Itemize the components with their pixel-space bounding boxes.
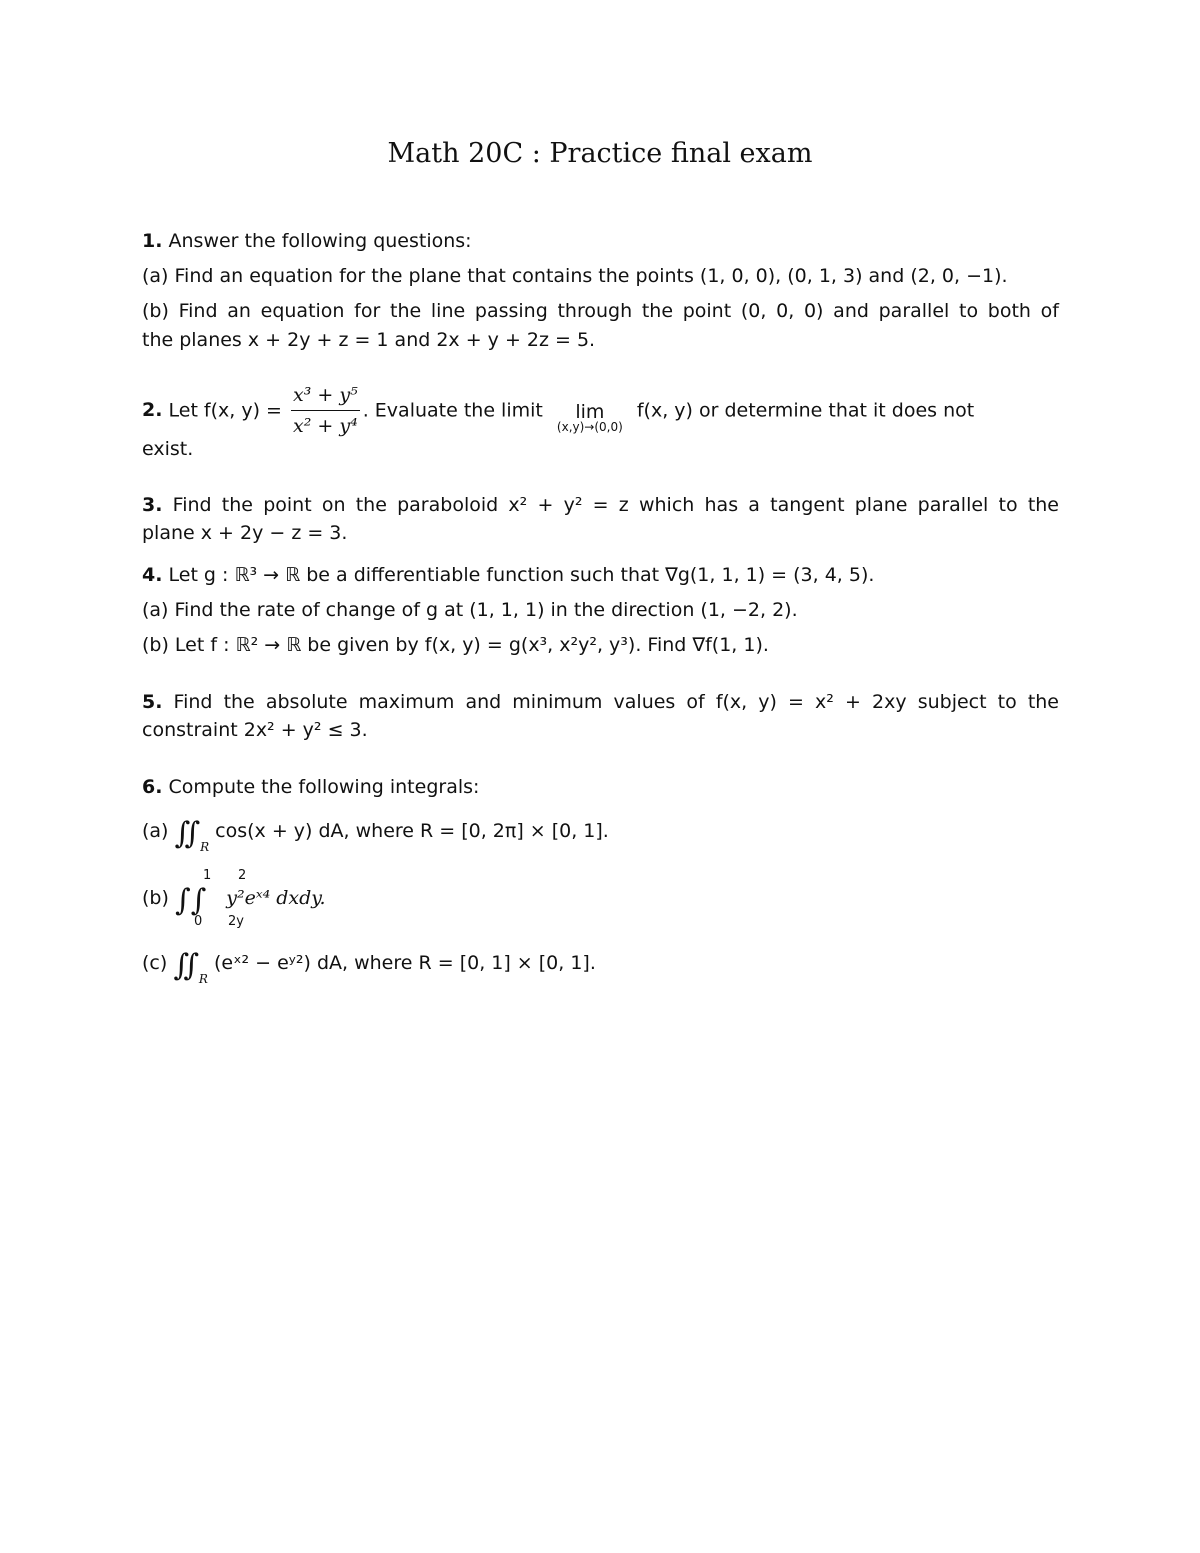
- q2-rest: f(x, y) or determine that it does not: [636, 399, 975, 422]
- q6b-outer-lower: 0: [194, 914, 203, 929]
- q6c-region: R: [198, 972, 208, 986]
- q6c-body: (eˣ² − eʸ²) dA, where R = [0, 1] × [0, 1].: [213, 952, 596, 974]
- q6b-body: y²eˣ⁴ dxdy.: [226, 887, 326, 909]
- q6-text: Compute the following integrals:: [168, 776, 480, 798]
- q2-line2: exist.: [142, 438, 194, 460]
- q2-numerator: x³ + y⁵: [291, 382, 360, 411]
- q6b-integral-sign: ∫∫: [174, 883, 207, 918]
- q2-line1: [142, 382, 1059, 439]
- q5-line1: [142, 689, 1059, 715]
- q2-fraction: [291, 382, 360, 439]
- page-title: Math 20C : Practice final exam: [387, 138, 813, 169]
- q6b-inner-upper: 2: [238, 868, 247, 883]
- q4a: (a) Find the rate of change of g at (1, 1, 1) in the direction (1, −2, 2).: [142, 599, 798, 621]
- q2-let: Let f(x, y) =: [168, 399, 282, 422]
- q6a-region: R: [200, 840, 210, 854]
- q6b-inner-lower: 2y: [228, 914, 244, 929]
- q2-number: 2.: [142, 399, 163, 421]
- q1b-label: (b): [142, 300, 169, 322]
- q6b-outer-upper: 1: [203, 868, 212, 883]
- q5-text: Find the absolute maximum and minimum values of f(x, y) = x² + 2xy subject to the: [173, 691, 1059, 713]
- q6b-label: (b): [142, 887, 169, 909]
- q6a-label: (a): [142, 820, 169, 842]
- q1b-line2: the planes x + 2y + z = 1 and 2x + y + 2z = 5.: [142, 329, 596, 351]
- q6c-integral-sign: ∬: [173, 948, 199, 983]
- q6a: [142, 818, 609, 860]
- q3-number: 3.: [142, 494, 163, 516]
- q4-line1: [142, 562, 874, 588]
- q2-mid: . Evaluate the limit: [362, 399, 543, 422]
- q2-lim-sub: (x,y)→(0,0): [556, 419, 623, 434]
- q2-lim-word: lim: [575, 400, 605, 423]
- q6c: [142, 950, 596, 992]
- q1a: [142, 263, 1008, 289]
- q1-heading: [142, 228, 472, 254]
- q1-number: 1.: [142, 230, 163, 252]
- q4b: (b) Let f : ℝ² → ℝ be given by f(x, y) = g(x³, x²y², y³). Find ∇f(1, 1).: [142, 634, 769, 656]
- q6c-label: (c): [142, 952, 168, 974]
- q5-line2: constraint 2x² + y² ≤ 3.: [142, 719, 368, 741]
- q5-number: 5.: [142, 691, 163, 713]
- q1b-line1: [142, 298, 1059, 324]
- q3-text: Find the point on the paraboloid x² + y² = z which has a tangent plane parallel to the: [172, 494, 1059, 516]
- q4-text: Let g : ℝ³ → ℝ be a differentiable function such that ∇g(1, 1, 1) = (3, 4, 5).: [168, 564, 875, 586]
- q2-limit: [556, 400, 623, 434]
- q1a-label: (a): [142, 265, 169, 287]
- q6-heading: [142, 774, 479, 800]
- q1b-text: Find an equation for the line passing through the point (0, 0, 0) and parallel to both of: [178, 300, 1059, 322]
- q6a-integral-sign: ∬: [174, 816, 201, 851]
- q1-text: Answer the following questions:: [168, 230, 472, 252]
- q3-line1: [142, 492, 1059, 518]
- q1a-text: Find an equation for the plane that contains the points (1, 0, 0), (0, 1, 3) and (2, 0, −1).: [174, 265, 1008, 287]
- q6a-body: cos(x + y) dA, where R = [0, 2π] × [0, 1].: [215, 820, 609, 842]
- q6-number: 6.: [142, 776, 163, 798]
- q2-denominator: x² + y⁴: [293, 415, 358, 437]
- q3-line2: plane x + 2y − z = 3.: [142, 522, 348, 544]
- q6b: [142, 883, 326, 918]
- q4-number: 4.: [142, 564, 163, 586]
